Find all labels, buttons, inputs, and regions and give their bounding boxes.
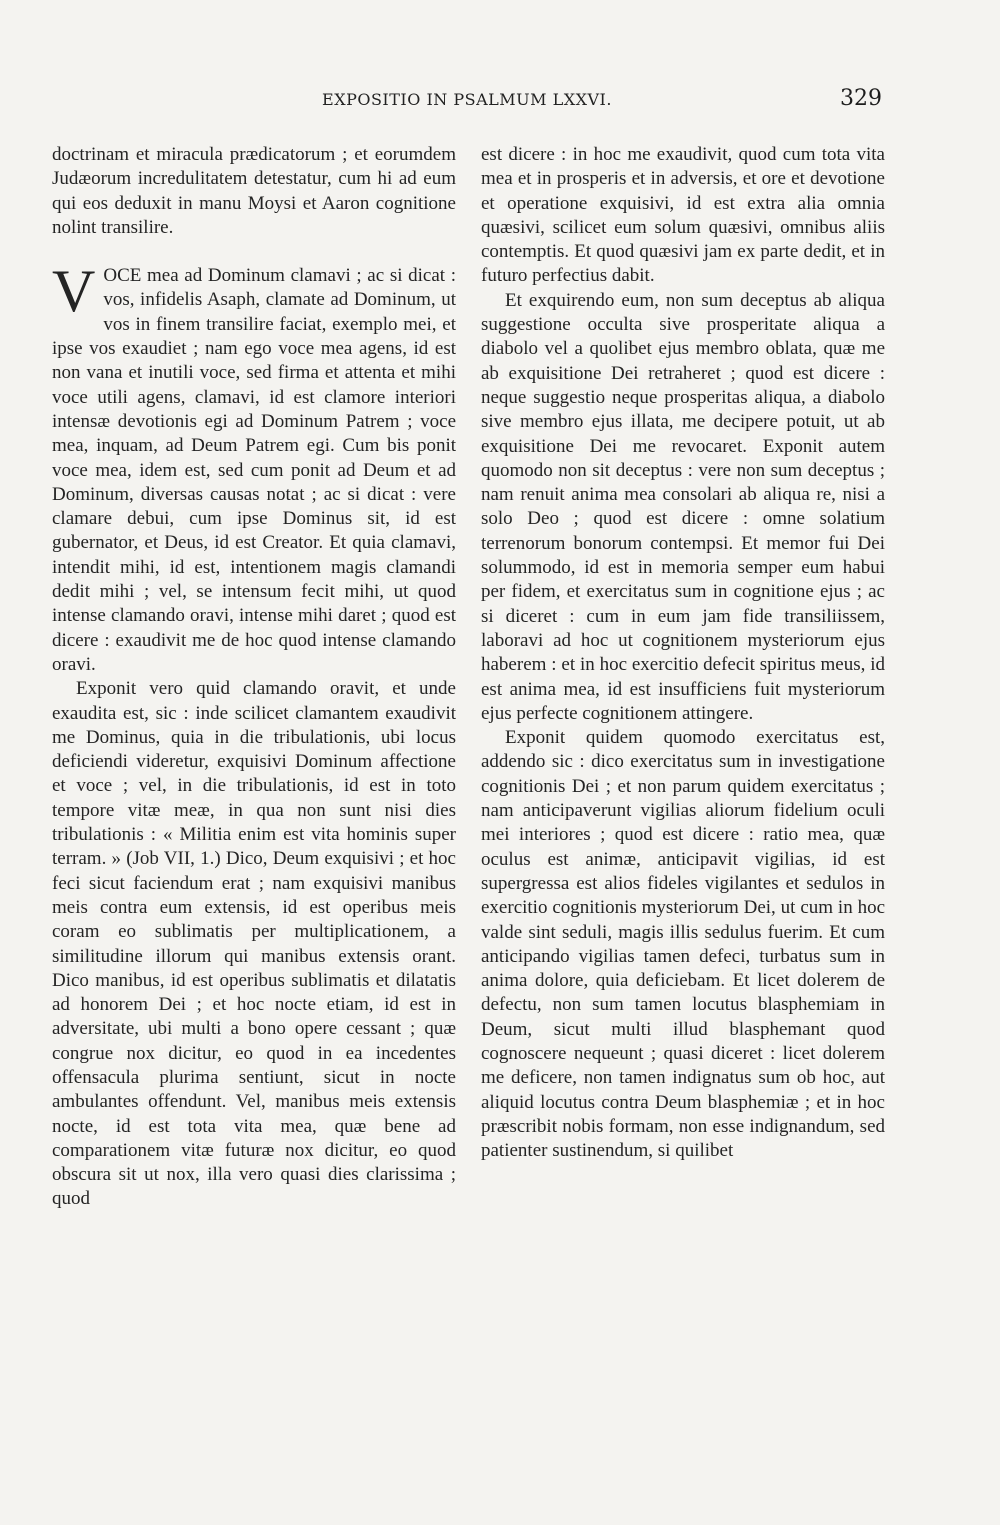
drop-cap-initial: V	[52, 258, 96, 325]
left-column	[52, 143, 456, 1212]
paragraph-body: OCE mea ad Dominum clamavi ; ac si dicat : vos, infidelis Asaph, clamate ad Dominum, ut vos in finem transilire faciat, exemplo mei, et ipse vos exaudiet ; nam ego voce mea agens, id est non vana et inutili voce, sed firma et attenta et mihi voce utili agens, clamavi, id est clamore interiori intensæ devotionis egi ad Dominum Patrem ; voce mea, inquam, ad Deum Patrem egi. Cum bis ponit voce mea, idem est, sed cum ponit ad Deum et ad Dominum, diversas causas notat ; ac si dicat : vere clamare debui, cum ipse Dominus sit, id est gubernator, et Deus, id est Creator. Et quia clamavi, intendit mihi, id est, intentionem magis clamandi dedit mihi ; vel, se intensum fecit mihi, ut quod intense clamando oravi, intense mihi daret ; quod est dicere : exaudivit me de hoc quod intense clamando oravi.	[52, 265, 456, 675]
right-column	[481, 143, 885, 1163]
paragraph: Exponit quidem quomodo exercitatus est, addendo sic : dico exercitatus sum in investigatione cognitionis Dei ; et non parum quidem exercitatus ; nam anticipaverunt vigilias aliorum fidelium oculi mei interiores ; quod est dicere : ratio mea, quæ oculus est animæ, anticipavit vigilias, id est supergressa est alios fideles vigilantes et sedulos in exercitio cognitionis mysteriorum Dei, ut cum in hoc valde sint seduli, magis illis sedulus fuerim. Et cum anticipando vigilias tamen defeci, turbatus sum in anima dolore, quia deficiebam. Et licet dolerem de defectu, non sum tamen locutus blasphemiam in Deum, sicut multi illud blasphemant quod cognoscere nequeunt ; quasi diceret : licet dolerem me deficere, non tamen indignatus sum ob hoc, aut aliquid locutus contra Deum blasphemiæ ; et in hoc præscribit nobis formam, non esse indignandum, sed patienter sustinendum, si quilibet	[481, 727, 885, 1162]
paragraph: Et exquirendo eum, non sum deceptus ab aliqua suggestione occulta sive prosperitate aliqua a diabolo vel a quolibet ejus membro oblata, quæ me ab exquisitione Dei retraheret ; quod est dicere : neque suggestio neque prosperitas aliqua, a diabolo sive membro ejus illata, me decipere potuit, ut ab exquisitione Dei me revocaret. Exponit autem quomodo non sit deceptus : vere non sum deceptus ; nam renuit anima mea consolari ab aliqua re, nisi a solo Deo ; quod est dicere : omne solatium terrenorum bonorum contempsi. Et memor fui Dei solummodo, id est in memoria semper eum habui per fidem, et exercitatus sum in cognitione ejus ; ac si diceret : cum in eum jam fide transiliissem, laboravi ad hoc ut cognitionem mysteriorum ejus haberem : et in hoc exercitio defecit spiritus meus, id est anima mea, id est insufficiens fuit mysteriorum ejus perfecte cognitionem attingere.	[481, 289, 885, 724]
paragraph: Exponit vero quid clamando oravit, et unde exaudita est, sic : inde scilicet clamantem exaudivit me Dominus, quia in die tribulationis, ubi locus deficiendi videretur, exquisivi Dominum affectione et voce ; vel, in die tribulationis, id est in toto tempore vitæ meæ, in qua non sunt nisi dies tribulationis : « Militia enim est vita hominis super terram. » (Job VII, 1.) Dico, Deum exquisivi ; et hoc feci sicut faciendum erat ; nam exquisivi manibus meis contra eum extensis, id est operibus meis coram eo sublimatis per multiplicationem, a similitudine illorum qui manibus extensis orant. Dico manibus, id est operibus sublimatis et dilatatis ad honorem Dei ; et hoc nocte etiam, id est in adversitate, ubi multi a bono opere cessant ; quæ congrue nox dicitur, eo quod in ea incedentes offensacula plurima sentiunt, sicut in nocte ambulantes offendunt. Vel, manibus meis extensis nocte, id est tota vita mea, quæ bene ad comparationem vitæ futuræ nox dicitur, eo quod obscura sit ut nox, illa vero quasi dies clarissima ; quod	[52, 678, 456, 1210]
paragraph: doctrinam et miracula prædicatorum ; et eorumdem Judæorum incredulitatem detestatur, cum hi ad eum qui eos deduxit in manu Moysi et Aaron cognitione nolint transilire.	[52, 144, 456, 238]
running-title: EXPOSITIO IN PSALMUM LXXVI.	[322, 90, 612, 109]
page-header	[52, 86, 882, 116]
page-number: 329	[840, 86, 882, 111]
paragraph-with-dropcap	[52, 258, 456, 677]
paragraph: est dicere : in hoc me exaudivit, quod cum tota vita mea et in prosperis et in adversis, et ore et devotione et operatione exquisivi, id est extra alia omnia quæsivi, scilicet eum solum quæsivi, omnibus aliis contemptis. Et quod quæsivi jam ex parte dedit, et in futuro perfectius dabit.	[481, 144, 885, 287]
